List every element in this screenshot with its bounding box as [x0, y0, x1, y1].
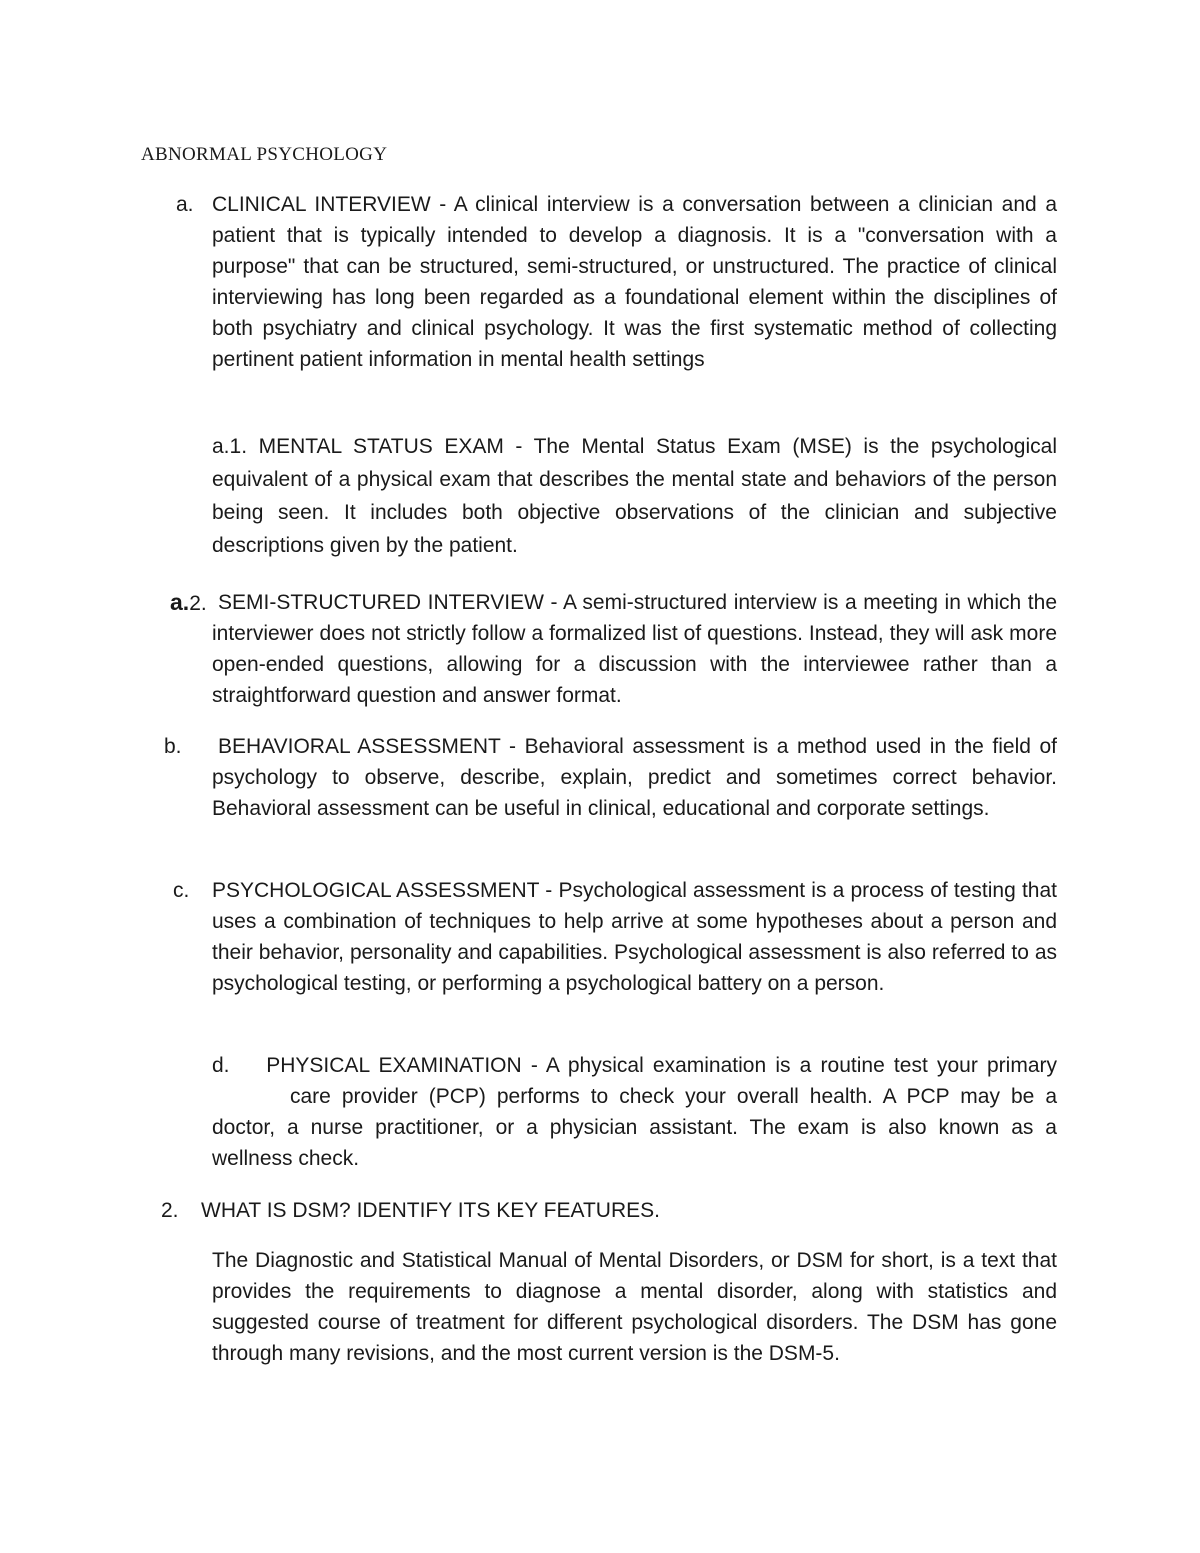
section-a2-marker-bold: a.	[170, 589, 190, 615]
document-title: ABNORMAL PSYCHOLOGY	[141, 144, 388, 165]
section-a1-paragraph	[212, 430, 1057, 562]
section-a2-text: SEMI-STRUCTURED INTERVIEW - A semi-structured interview is a meeting in which the interviewer does not strictly follow a formalized list of questions. Instead, they will ask more open-ended questions, allowing for a discussion with the interviewee rather than a straightforward question and answer format.	[212, 591, 1057, 707]
section-d-text-first: PHYSICAL EXAMINATION - A physical examination is a routine test your primary	[266, 1054, 1057, 1077]
question-2-marker: 2.	[161, 1199, 179, 1222]
section-a1-text: MENTAL STATUS EXAM - The Mental Status Exam (MSE) is the psychological equivalent of a physical exam that describes the mental state and behaviors of the person being seen. It includes both objective observations of the clinician and subjective descriptions given by the patient.	[212, 435, 1057, 557]
section-d-text-rest: care provider (PCP) performs to check your overall health. A PCP may be a doctor, a nurse practitioner, or a physician assistant. The exam is also known as a wellness check.	[212, 1085, 1057, 1170]
section-b-marker: b.	[164, 735, 182, 758]
section-b-text: BEHAVIORAL ASSESSMENT - Behavioral assessment is a method used in the field of psychology to observe, describe, explain, predict and sometimes correct behavior. Behavioral assessment can be useful in clinical, educational and corporate settings.	[212, 735, 1057, 820]
section-a-text: CLINICAL INTERVIEW - A clinical interview is a conversation between a clinician and a patient that is typically intended to develop a diagnosis. It is a "conversation with a purpose" that can be structured, semi-structured, or unstructured. The practice of clinical interviewing has long been regarded as a foundational element within the disciplines of both psychiatry and clinical psychology. It was the first systematic method of collecting pertinent patient information in mental health settings	[212, 193, 1057, 371]
section-c-text: PSYCHOLOGICAL ASSESSMENT - Psychological assessment is a process of testing that uses a combination of techniques to help arrive at some hypotheses about a person and their behavior, personality and capabilities. Psychological assessment is also referred to as psychological testing, or performing a psychological battery on a person.	[212, 879, 1057, 995]
section-d-marker: d.	[212, 1054, 230, 1077]
section-d-paragraph	[212, 1050, 1057, 1174]
question-2-text: WHAT IS DSM? IDENTIFY ITS KEY FEATURES.	[201, 1199, 660, 1222]
section-a1-marker: a.1.	[212, 435, 248, 458]
section-a2-marker	[170, 587, 207, 619]
section-a2-marker-rest: 2.	[189, 592, 207, 615]
question-2-answer: The Diagnostic and Statistical Manual of Mental Disorders, or DSM for short, is a text that provides the requirements to diagnose a mental disorder, along with statistics and suggested course of treatment for different psychological disorders. The DSM has gone through many revisions, and the most current version is the DSM-5.	[212, 1249, 1057, 1365]
section-c-marker: c.	[173, 879, 190, 902]
section-a-marker: a.	[176, 193, 194, 216]
